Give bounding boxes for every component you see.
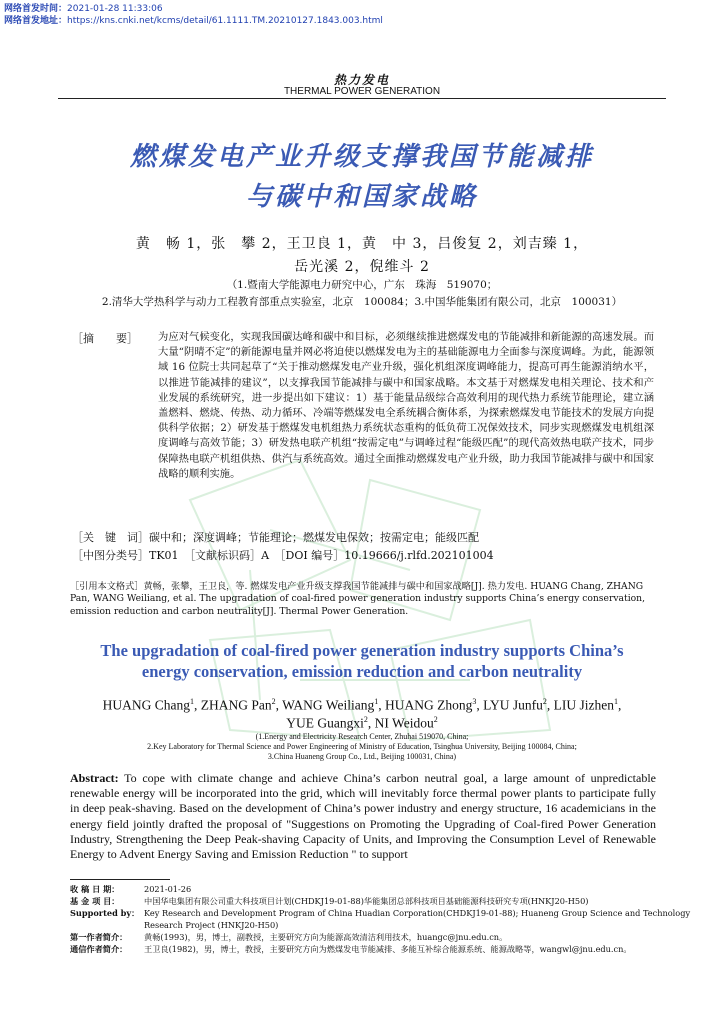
footnote-corresponding: [70, 944, 632, 955]
author-en-affiliation-mark: 2: [363, 715, 368, 724]
publish-time-line: [4, 3, 163, 15]
abstract-cn-label: ［摘 要］: [72, 332, 138, 345]
fund-label: 基 金 项 目：: [70, 896, 120, 906]
footnote-first-author: [70, 932, 507, 943]
corresponding-label: 通信作者简介：: [70, 944, 128, 954]
clc-label: ［中图分类号］: [72, 549, 149, 562]
author-en-name: HUANG Zhong: [384, 697, 473, 713]
author-en-name: WANG Weiliang: [282, 697, 375, 713]
citation-label: ［引用本文格式］: [70, 581, 144, 592]
citation-text-cn: 黄畅，张攀，王卫良，等. 燃煤发电产业升级支撑我国节能减排与碳中和国家战略[J]. 热力发电.: [143, 581, 528, 592]
supported-text-1: Key Research and Development Program of China Huadian Corporation(CHDKJ19-01-88); Huaneng Group Science and Technology: [144, 908, 691, 918]
author-en-name: LIU Jizhen: [553, 697, 614, 713]
classification-line: [72, 547, 494, 563]
title-en: [40, 640, 684, 682]
authors-cn-line2: 岳光溪 2，倪维斗 2: [294, 259, 430, 275]
keywords-line: [72, 529, 479, 545]
corresponding-text: 王卫良(1982)，男，博士，教授，主要研究方向为燃煤发电节能减排、多能互补综合能源系统、能源战略等，wangwl@jnu.edu.cn。: [144, 944, 632, 954]
header-divider: [58, 98, 666, 99]
footnote-divider: [70, 879, 170, 880]
received-date: 2021-01-26: [144, 884, 192, 894]
authors-cn-line1: 黄 畅 1，张 攀 2，王卫良 1，黄 中 3，吕俊复 2，刘吉臻 1，: [135, 236, 589, 252]
affiliations-en-line1: (1.Energy and Electricity Research Center, Zhuhai 519070, China;: [255, 732, 469, 741]
author-en-affiliation-mark: 1: [613, 697, 618, 706]
author-en-affiliation-mark: 2: [433, 715, 438, 724]
supported-text-2: Research Project (HNKJ20-H50): [144, 920, 279, 930]
author-en-affiliation-mark: 3: [472, 697, 477, 706]
author-en-affiliation-mark: 2: [271, 697, 276, 706]
author-en-name: ZHANG Pan: [200, 697, 272, 713]
author-en-affiliation-mark: 1: [190, 697, 195, 706]
citation-text-en: HUANG Chang, ZHANG Pan, WANG Weiliang, et al. The upgradation of coal-fired power generation industry supports China’s energy conservation, emission reduction and carbon neutrality[J]. Thermal Power Generation.: [70, 581, 646, 617]
author-en-name: HUANG Chang: [102, 697, 191, 713]
journal-name-cn: 热力发电: [333, 73, 390, 87]
footnote-received: [70, 884, 191, 895]
publish-url-label: 网络首发地址：: [4, 16, 68, 26]
received-label: 收 稿 日 期：: [70, 884, 120, 894]
publish-time-label: 网络首发时间：: [4, 4, 68, 14]
author-en-name: YUE Guangxi: [286, 715, 364, 731]
keywords-text: 碳中和；深度调峰；节能理论；燃煤发电保效；按需定电；能级匹配: [149, 531, 479, 544]
authors-en-line2: YUE Guangxi$^2$, NI Weidou$^2$: [286, 715, 438, 731]
author-en-affiliation-mark: 2: [542, 697, 547, 706]
publish-url-link[interactable]: https://kns.cnki.net/kcms/detail/61.1111.TM.20210127.1843.003.html: [67, 16, 383, 26]
author-en-name: LYU Junfu: [483, 697, 543, 713]
title-en-line2: energy conservation, emission reduction and carbon neutrality: [141, 662, 583, 681]
first-author-label: 第一作者简介：: [70, 932, 128, 942]
footnote-fund: [70, 896, 589, 907]
author-en-name: NI Weidou: [374, 715, 434, 731]
supported-label: Supported by：: [70, 908, 140, 918]
author-en-affiliation-mark: 1: [374, 697, 379, 706]
affiliations-en-line2: 2.Key Laboratory for Thermal Science and Power Engineering of Ministry of Education, Tsinghua University, Beijing 100084, China;: [147, 742, 577, 751]
abstract-en: [70, 771, 656, 862]
abstract-en-label: Abstract:: [70, 771, 119, 785]
abstract-en-text: To cope with climate change and achieve China’s carbon neutral goal, a large amount of unpredictable renewable energy will be incorporated into the grid, which will inevitably force thermal power plants to participate fully in deep peak-shaving. Based on the development of China’s power industry and energy structure, 16 academicians in the energy field jointly drafted the proposal of "Suggestions on Promoting the Upgrading of Coal-fired Power Generation Industry, Strengthening the Deep Peak-shaving Capacity of Units, and Improving the Consumption Level of Renewable Energy to Advent Energy Saving and Emission Reduction " to support: [70, 771, 656, 862]
affiliations-cn-line2: 2.清华大学热科学与动力工程教育部重点实验室，北京 100084；3.中国华能集团有限公司，北京 100031）: [101, 296, 623, 308]
title-cn-line1: 燃煤发电产业升级支撑我国节能减排: [129, 142, 594, 172]
fund-text: 中国华电集团有限公司重大科技项目计划(CHDKJ19-01-88)华能集团总部科技项目基础能源科技研究专项(HNKJ20-H50): [144, 896, 589, 906]
clc-value: TK01: [149, 549, 179, 562]
doc-code-label: ［文献标识码］: [189, 549, 262, 562]
footnote-supported: [70, 908, 690, 919]
keywords-label: ［关 键 词］: [72, 531, 149, 544]
affiliations-en-line3: 3.China Huaneng Group Co., Ltd., Beijing 100031, China): [267, 752, 457, 761]
citation-block: [70, 581, 660, 618]
doi-value[interactable]: 10.19666/j.rlfd.202101004: [344, 549, 494, 562]
publish-time: 2021-01-28 11:33:06: [67, 4, 163, 14]
affiliations-cn-line1: （1.暨南大学能源电力研究中心，广东 珠海 519070；: [226, 279, 498, 291]
doi-label: ［DOI 编号］: [280, 549, 345, 562]
authors-en-line1: HUANG Chang$^1$, ZHANG Pan$^2$, WANG Weiliang$^1$, HUANG Zhong$^3$, LYU Junfu$^2$, LIU Jizhen$^1$,: [102, 697, 622, 713]
doc-code-value: A: [261, 549, 270, 562]
publish-url-line: [4, 15, 383, 27]
title-cn-line2: 与碳中和国家战略: [245, 182, 478, 212]
journal-name-en: THERMAL POWER GENERATION: [283, 86, 441, 97]
abstract-cn-text: 为应对气候变化，实现我国碳达峰和碳中和目标，必须继续推进燃煤发电的节能减排和新能源的高速发展。而大量“阴晴不定”的新能源电量并网必将迫使以燃煤发电为主的基础能源电力全面参与深度调峰。为此，能源领域 16 位院士共同起草了“关于推动燃煤发电产业升级，强化机组深度调峰能力，提高可再生能源消纳水平，以推进节能减排的建议”，以支撑我国节能减排与碳中和国家战略。本文基于对燃煤发电相关理论、技术和产业发展的系统研究，进一步提出如下建议：1）基于能量品级综合高效利用的现代热力系统节能理论，建立涵盖燃料、燃烧、传热、动力循环、冷端等燃煤发电全系统耦合衡体系，为探索燃煤发电节能技术的发展方向提供科学依据；2）研发基于燃煤发电机组热力系统状态重构的低负荷工况保效技术，同步实现燃煤发电机组深度调峰与高效节能；3）研发热电联产机组“按需定电”与调峰过程“能级匹配”的现代高效热电联产技术，同步保障热电联产机组供热、供汽与系统高效。通过全面推动燃煤发电产业升级，助力我国节能减排与碳中和国家战略的顺利实施。: [158, 331, 654, 480]
first-author-text: 黄畅(1993)，男，博士，副教授，主要研究方向为能源高效清洁利用技术，huangc@jnu.edu.cn。: [144, 932, 508, 942]
title-en-line1: The upgradation of coal-fired power generation industry supports China’s: [100, 641, 624, 660]
